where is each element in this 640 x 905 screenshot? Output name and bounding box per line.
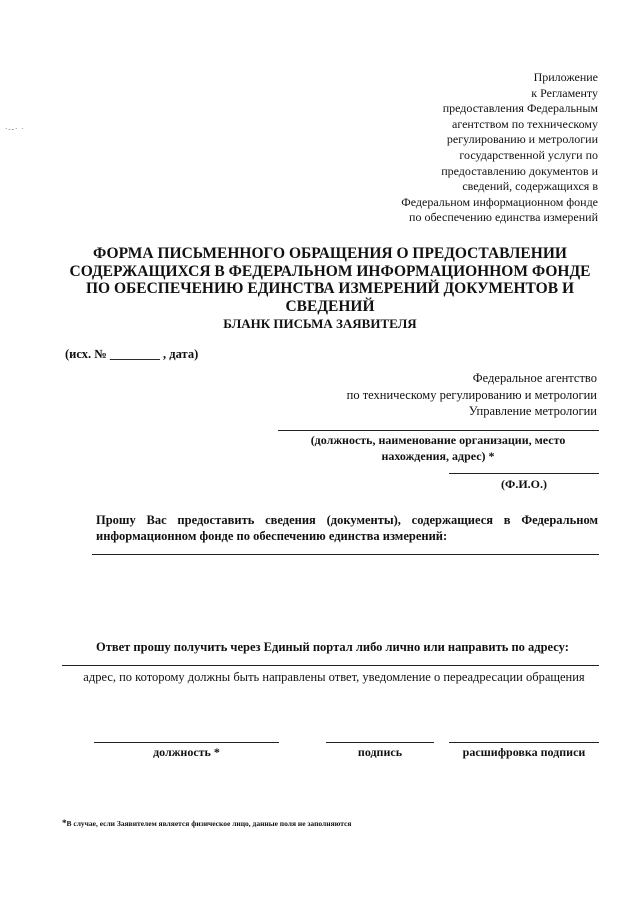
- appendix-header: [338, 70, 598, 226]
- position-signature-field[interactable]: [94, 742, 279, 743]
- addressee-line: Управление метрологии: [468, 404, 597, 418]
- signature-decoding-label: расшифровка подписи: [462, 745, 586, 759]
- addressee-block: [347, 370, 597, 420]
- header-line: предоставлению документов и: [441, 163, 598, 178]
- reply-address-caption: адрес, по которому должны быть направлены ответ, уведомление о переадресации обращения: [83, 670, 585, 684]
- title-line: СОДЕРЖАЩИХСЯ В ФЕДЕРАЛЬНОМ ИНФОРМАЦИОННОМ ФОНДЕ: [69, 262, 591, 280]
- form-title: [60, 245, 600, 315]
- header-line: к Регламенту: [531, 85, 598, 100]
- header-line: по обеспечению единства измерений: [409, 210, 598, 225]
- requested-documents-field[interactable]: [92, 554, 599, 555]
- header-line: регулированию и метрологии: [446, 132, 598, 147]
- fio-caption: (Ф.И.О.): [501, 477, 547, 491]
- signature-field[interactable]: [326, 742, 434, 743]
- title-line: ПО ОБЕСПЕЧЕНИЮ ЕДИНСТВА ИЗМЕРЕНИЙ ДОКУМЕНТОВ И СВЕДЕНИЙ: [85, 280, 574, 315]
- margin-mark: ·‐‐· ·: [5, 125, 25, 133]
- applicant-position-field[interactable]: [278, 430, 599, 431]
- signature-label: подпись: [357, 745, 403, 759]
- position-signature-label: должность *: [153, 745, 220, 759]
- header-line: Приложение: [533, 70, 598, 84]
- position-caption: (должность, наименование организации, место нахождения, адрес) *: [310, 433, 566, 463]
- header-line: государственной услуги по: [459, 147, 598, 162]
- applicant-name-field[interactable]: [449, 473, 599, 474]
- title-line: ФОРМА ПИСЬМЕННОГО ОБРАЩЕНИЯ О ПРЕДОСТАВЛЕНИИ: [93, 245, 567, 262]
- addressee-line: Федеральное агентство: [472, 371, 597, 385]
- footnote: [62, 818, 351, 828]
- footnote-star: *: [62, 818, 67, 828]
- signature-decoding-field[interactable]: [449, 742, 599, 743]
- request-text: Прошу Вас предоставить сведения (документы), содержащиеся в Федеральном информационном фонде по обеспечению единства измерений:: [96, 513, 598, 543]
- footnote-text: В случае, если Заявителем является физическое лицо, данные поля не заполняются: [66, 819, 352, 828]
- reply-text: Ответ прошу получить через Единый портал либо лично или направить по адресу:: [96, 640, 569, 654]
- header-line: Федеральном информационном фонде: [401, 194, 598, 209]
- outgoing-reference: (исх. № ________ , дата): [65, 347, 199, 361]
- addressee-line: по техническому регулированию и метрологии: [346, 387, 597, 402]
- form-subtitle: БЛАНК ПИСЬМА ЗАЯВИТЕЛЯ: [223, 316, 417, 331]
- reply-address-field[interactable]: [62, 665, 599, 666]
- header-line: сведений, содержащихся в: [462, 179, 598, 194]
- header-line: агентством по техническому: [452, 116, 598, 131]
- header-line: предоставления Федеральным: [442, 101, 598, 116]
